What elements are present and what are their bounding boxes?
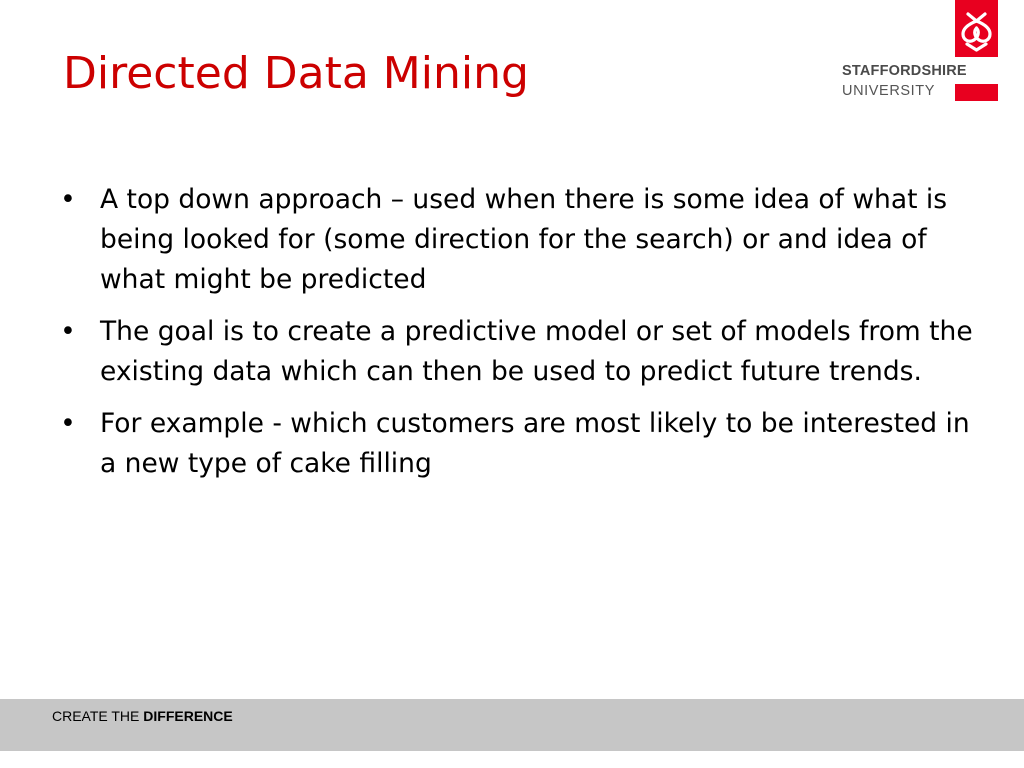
logo-text-staffordshire: STAFFORDSHIRE	[842, 63, 967, 79]
bullet-marker: •	[60, 408, 76, 439]
footer-tagline	[52, 708, 233, 724]
footer-tagline-prefix: CREATE THE	[52, 708, 144, 724]
logo-mark	[955, 0, 998, 57]
staffordshire-knot-icon	[959, 10, 994, 54]
bullet-marker: •	[60, 184, 76, 215]
footer-bar	[0, 699, 1024, 751]
bullet-item	[58, 404, 978, 484]
bullet-item	[58, 312, 978, 392]
bullet-item	[58, 180, 978, 300]
university-logo	[842, 0, 998, 104]
bullet-text: The goal is to create a predictive model or set of models from the existing data which can then be used to predict future trends.	[100, 316, 973, 387]
bullet-marker: •	[60, 316, 76, 347]
footer-tagline-emphasis: DIFFERENCE	[143, 708, 233, 724]
logo-text-university: UNIVERSITY	[842, 83, 936, 99]
slide-title: Directed Data Mining	[63, 48, 529, 99]
bullet-text: For example - which customers are most likely to be interested in a new type of cake filling	[100, 408, 970, 479]
bullet-text: A top down approach – used when there is some idea of what is being looked for (some direction for the search) or and idea of what might be predicted	[100, 184, 948, 295]
logo-red-bar	[955, 84, 998, 101]
bullet-list	[58, 180, 978, 496]
